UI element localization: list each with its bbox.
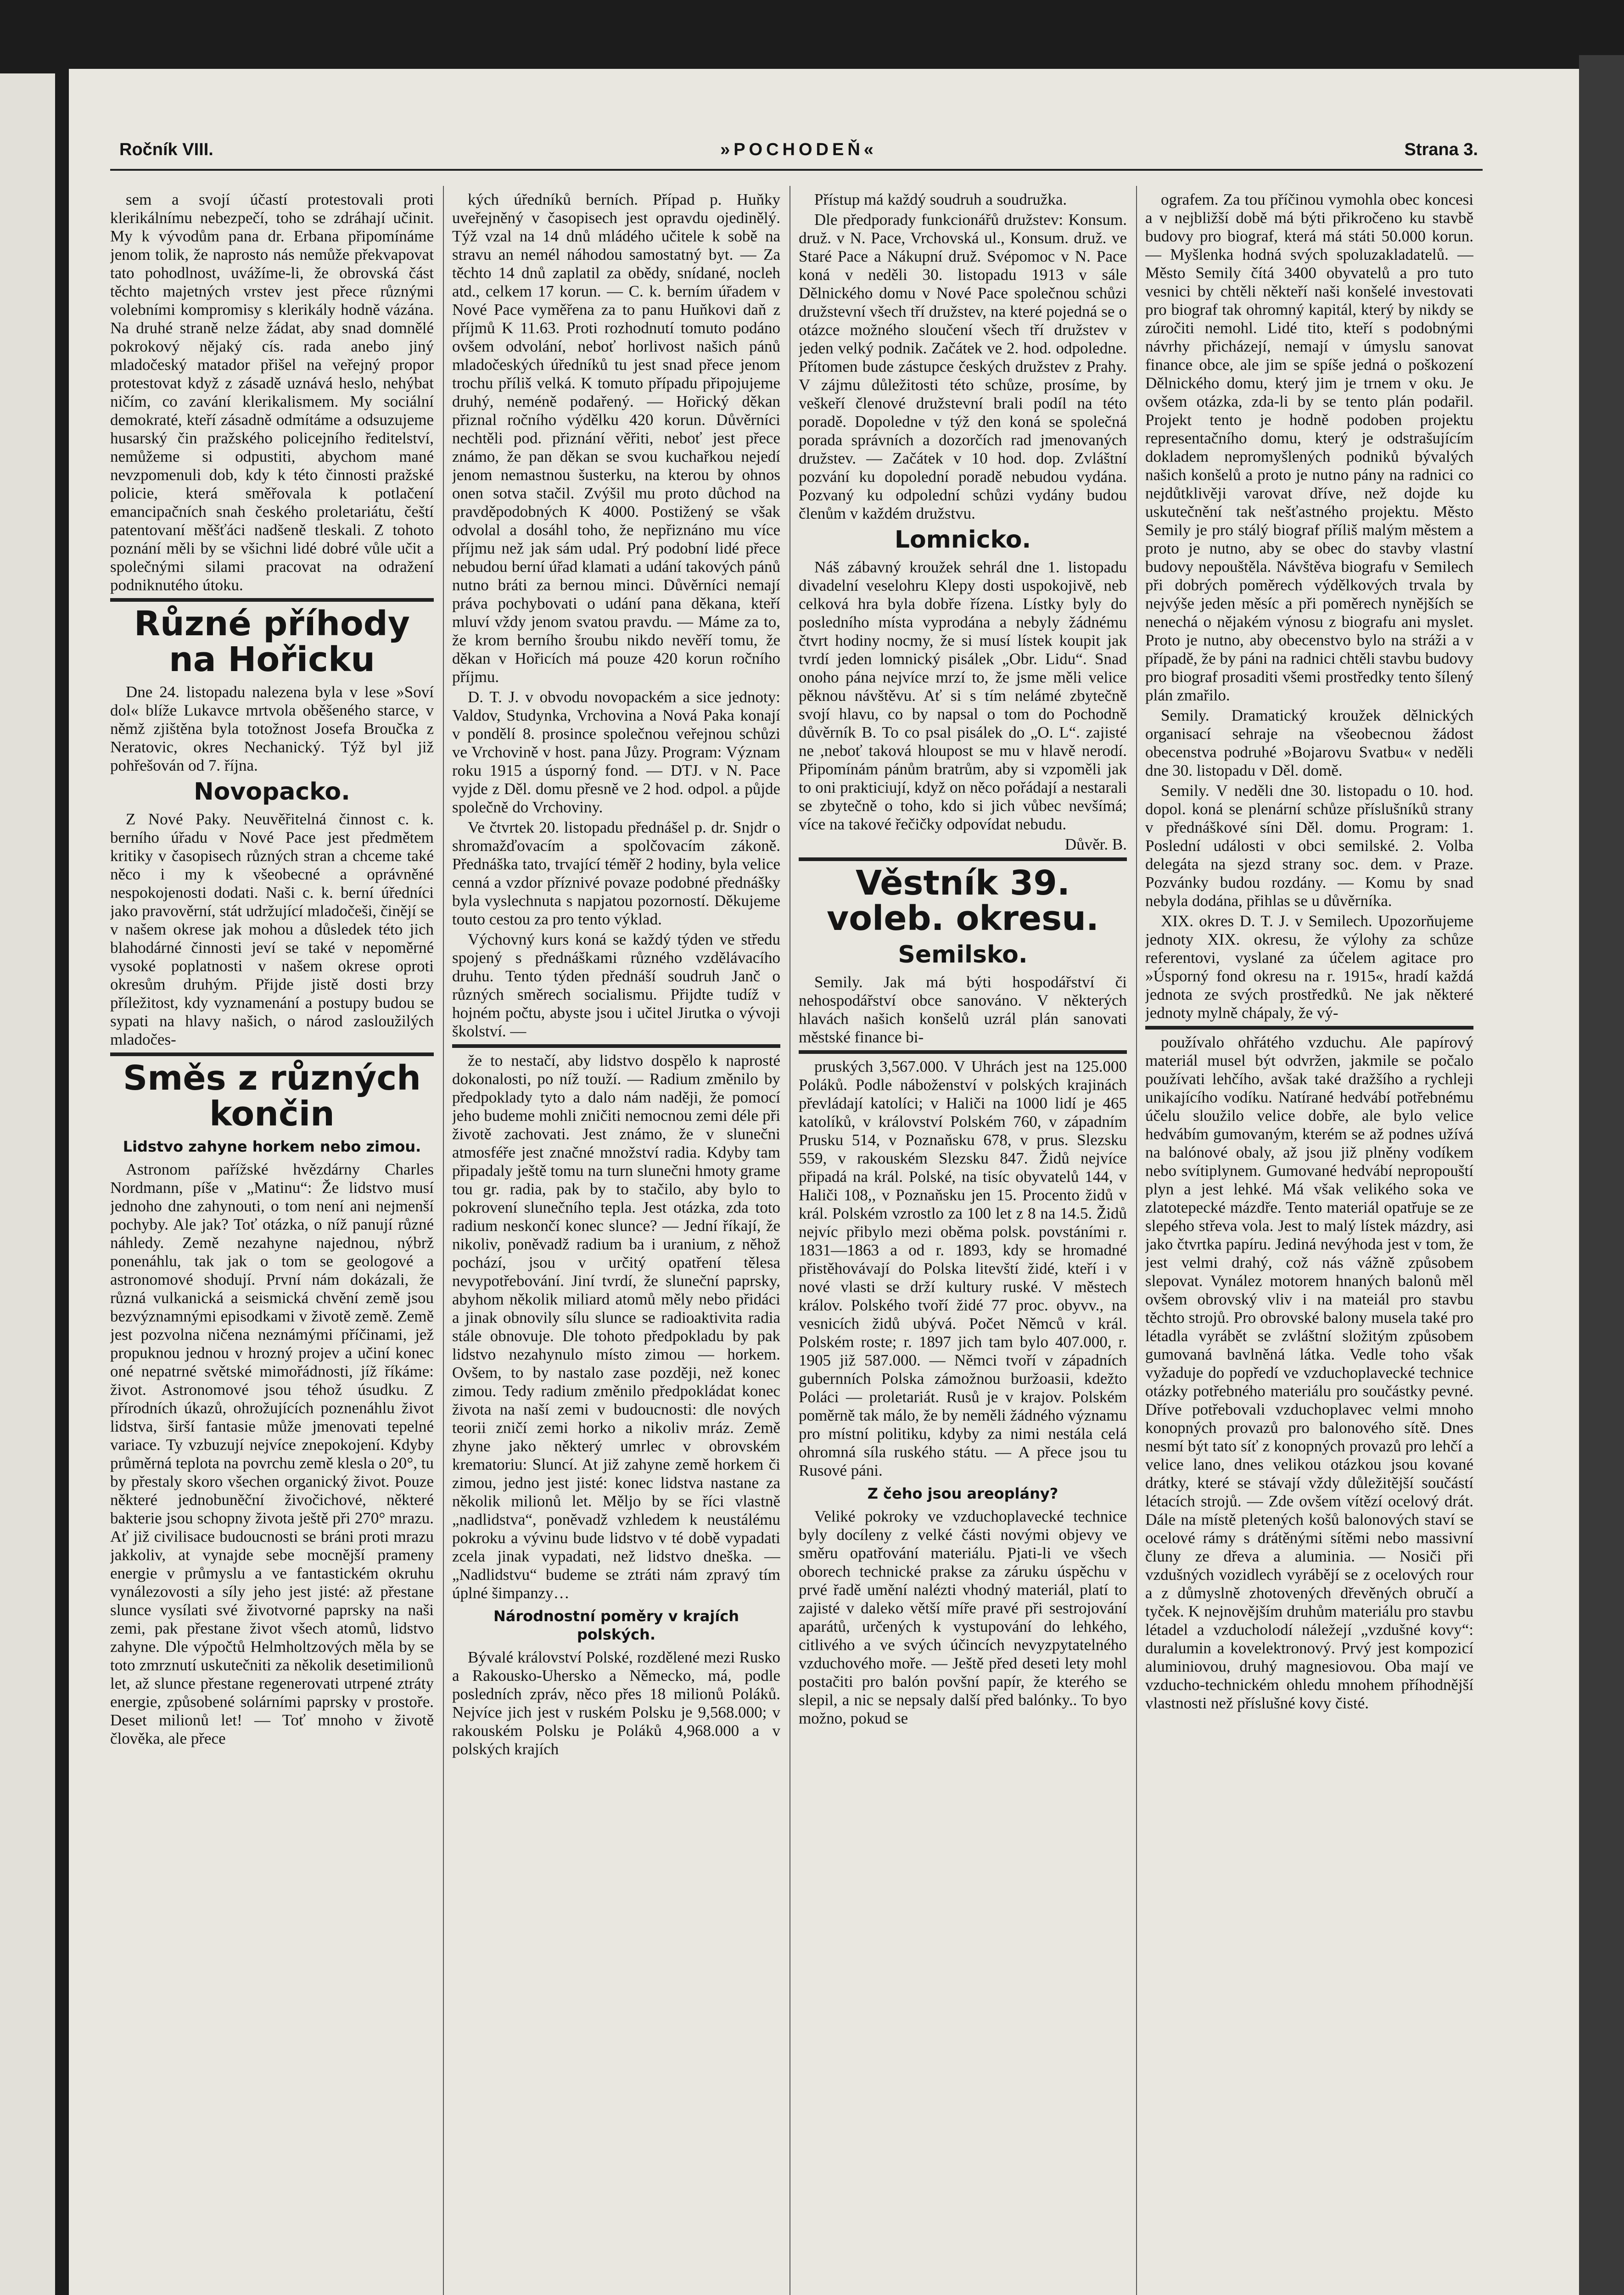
headline-smes: Směs z různých končin bbox=[123, 1058, 421, 1134]
article-text: Astronom pařížské hvězdárny Charles Nordmann, píše v „Matinu“: Že lidstvo musí jednoho dne zahynouti, o tom není ani nejmenší pochyby. Ale jak? Toť otázka, o níž panují různé náhledy. Země nezahyne najednou, nýbrž ponenáhlu, tak jak o tom se geologové a astronomové shodují. První nám dokázali, že různá vulkanická a seismická chvění země jsou bezvýznamnými episodkami v životě země. Země jest pozvolna ničena neznámými příčinami, jež propuknou jednou v hrozný projev a učiní konec oné nepatrné světské mimořádnosti, jíž říkáme: život. Astronomové jsou téhož úsudku. Z přírodních úkazů, ohrožujících poznenáhlu život lidstva, širší fantasie může jmenovati tepelné variace. Ty vzbuzují nejvíce znepokojení. Kdyby průměrná teplota na povrchu země klesla o 20°, tu by přestaly skoro všechen organický život. Pouze některé jednobuněční živočichové, některé bakterie jsou schopny života ještě při 270° mrazu. Ať již civilisace budoucnosti se bráni proti mrazu jakkoliv, at vynajde sebe mocnější prameny energie v průmyslu a ve fantastickém okruhu vynálezovosti a síly jeho jest jisté: až přestane slunce vysílati své životvorné paprsky na naši zemi, pak přestane život všech atomů, lidstvo zahyne. Dle výpočtů Helmholtzových měla by se toto zmrznutí uskutečniti za několik desetimilionů let, až slunce přestane regenerovati utrpené ztráty energie, způsobené solárními paprsky v prostoře. Deset milionů let! — Toť mnoho v životě člověka, ale přece bbox=[110, 1160, 434, 1748]
adjacent-page-edge bbox=[0, 73, 55, 2295]
article-text: Dne 24. listopadu nalezena byla v lese »Soví dol« blíže Lukavce mrtvola oběšeného starce, v němž zjištěna byla totožnost Josefa Broučka z Neratovic, okres Nechanický. Týž byl již pohřešován od 7. října. bbox=[110, 683, 434, 775]
column-3 bbox=[799, 190, 1127, 2295]
column-4 bbox=[1145, 190, 1473, 2295]
subheading-lidstvo: Lidstvo zahyne horkem nebo zimou. bbox=[123, 1138, 421, 1156]
signature: Důvěr. B. bbox=[1064, 835, 1127, 853]
article-text: sem a svojí účastí protestovali proti klerikálnímu nebezpečí, toho se zdráhají učinit. My k vývodům pana dr. Erbana připomínáme jenom tolik, že naprosto nás nemůže překvapovat tato pohodlnost, uvážíme-li, že obrovská část těchto majetných vrstev jest přece různými volebními kompromisy s klerikály hodně vázána. Na druhé straně nelze žádat, aby snad domnělé pokrokový nějaký cís. rada anebo jiný mladočeský matador přišel na veřejný propor protestovat když z zásadě uznává heslo, nehýbat ničím, co zavání klerikalismem. My sociální demokraté, kteří zásadně odmítáme a odsuzujeme husarský čin pražského policejního ředitelství, nemůžeme si odpustiti, abychom mané nevzpomenuli dob, kdy k této činnosti pražské policie, která směřovala k potlačení emancipačních snah českého proletariátu, čeští patentovaní měšťáci nadšeně tleskali. Z tohoto poznání měli by se všichni lidé dobré vůle učit a společnými silami pracovat na odražení podniknutého útoku. bbox=[110, 190, 434, 594]
article-text: Semily. Dramatický kroužek dělnických organisací sehraje na všeobecnou žádost obecenstva podruhé »Bojarovu Svatbu« v neděli dne 30. listopadu v Děl. domě. bbox=[1145, 706, 1473, 779]
section-heading-semilsko: Semilsko. bbox=[898, 940, 1028, 968]
article-text: Dle předporady funkcionářů družstev: Konsum. druž. v N. Pace, Vrchovská ul., Konsum. druž. ve Staré Pace a Nákupní druž. Svépomoc v N. Pace koná v neděli 30. listopadu 1913 v sále Dělnického domu v Nové Pace společnou schůzi družstevní všech tří družstev, na které pojedná se o otázce možného sloučení všech tří družstev v jeden velký podnik. Začátek ve 2. hod. odpoledne. Přítomen bude zástupce českých družstev z Prahy. V zájmu důležitosti této schůze, prosíme, by veškeří členové družstevní brali podíl na této poradě. Dopoledne v týž den koná se společná porada správních a dozorčích rad jmenovaných družstev. — Začátek v 10 hod. dop. Zvláštní pozvání ku dopolední poradě nebudou vydána. Pozvaný ku odpolední schůzi vydány budou členům v každém družstvu. bbox=[799, 211, 1127, 522]
section-rule bbox=[799, 857, 1127, 861]
section-heading-lomnicko: Lomnicko. bbox=[894, 526, 1031, 554]
article-text: Z Nové Paky. Neuvěřitelná činnost c. k. berního úřadu v Nové Pace jest předmětem kritiky v časopisech různých stran a chceme také něco i my k všeobecné a oprávněné nespokojenosti dodati. Naši c. k. berní úředníci jako pravověrní, stát udržující mladočeši, činějí se v našem okrese jak mohou a důsledek této jich blahodárné činnosti jeví se také v nepoměrné vysoké poplatnosti v našem okrese oproti okresům druhým. Přijde jistě dosti brzy příležitost, kdy vyznamenání a postupy budou se sypati na hlavy našich, o národ zasloužilých mladočes- bbox=[110, 810, 434, 1048]
page-number: Strana 3. bbox=[1404, 140, 1478, 159]
article-text: že to nestačí, aby lidstvo dospělo k naprosté dokonalosti, po níž touží. — Radium změnilo by předpoklady tyto a dalo nám naději, že pomocí jeho budeme mohli zničiti nemocnou zemi déle při životě zachovati. Jest známo, že v slunečni atmosféře jest značné množství radia. Kdyby tam připadaly ještě tomu na turn slunečni hmoty grame tou gr. radia, pak by to stačilo, aby bylo to pokrovení slunečního tepla. Jest otázka, zda toto radium neskončí konec slunce? — Jední říkají, že nikoliv, poněvadž radium ba i uranium, z něhož pochází, jsou v určitý opatření tělesa nevypotřebování. Jiní tvrdí, že sluneční paprsky, abyhom několik miliard atomů měly nebo přidáci a jinak obnovily sílu slunce se radioaktivita radia stále obnovuje. Dle tohoto předpokladu by pak lidstvo nezahynulo místo zimou — horkem. Ovšem, to by nastalo zase později, než konec zimou. Tedy radium změnilo předpokládat konec života na naší zemi v budoucnosti: dle nových teorii zničí zemi horko a nikoliv mráz. Země zhyne jako některý umrlec v obrovském krematoriu: Sluncí. At již zahyne země horkem či zimou, jedno jest jisté: konec lidstva nastane za několik milionů let. Měljo by se říci vlastně „nadlidstva“, poněvadž vzhledem k neustálému pokroku a vývinu bude lidstvo v té době vypadati zcela jinak vypadati, než lidstvo dneška. — „Nadlidstvu“ budeme se ztráti nám zpravý tím úplné šimpanzy… bbox=[452, 1052, 780, 1602]
article-text: D. T. J. v obvodu novopackém a sice jednoty: Valdov, Studynka, Vrchovina a Nová Paka konají v pondělí 8. prosince společnou veřejnou schůzi ve Vrchovině v host. pana Jůzy. Program: Význam roku 1915 a úsporný fond. — DTJ. v N. Pace vyjde z Děl. domu přesně ve 2 hod. odpol. a půjde společně do Vrchoviny. bbox=[452, 688, 780, 816]
article-text: ografem. Za tou příčinou vymohla obec koncesi a v nejbližší době má býti přikročeno ku stavbě budovy pro biograf, která má státi 50.000 korun. — Myšlenka hodná svých spoluzakladatelů. — Město Semily čítá 3400 obyvatelů a pro tuto vesnici by chtěli někteří naši konšelé investovati pro biograf tak ohromný kapitál, který by nikdy se zúročiti nemohl. Lidé tito, kteří s podobnými návrhy přicházejí, nemají v úmyslu sanovat finance obce, ale jim se spíše jedná o poškození Dělnického domu, který jim je trnem v oku. Je ovšem otázka, zda-li by se tento plán podařil. Projekt tento je hodně podoben projektu representačního domu, který je odstrašujícím dokladem nepromyšlených podniků bývalých našich konšelů a proto je nutno pány na radnici co nejdůtklivěji varovat dříve, než dojde ku uskutečnění tak nešťastného projektu. Město Semily je pro stálý biograf příliš malým městem a proto je nutno, aby se obec do stavby vlastní budovy nepouštěla. Návštěva biografu v Semilech při dobrých poměrech výdělkových trvala by nejvýše jeden měsíc a při poměrech nynějších se nenechá o nějakém výnosu z biografu ani myslet. Proto je nutno, aby obecenstvo bylo na stráži a v případě, že by páni na radnici chtěli stavbu budovy pro biograf prosaditi všemi prostředky tento šílený plán zmařilo. bbox=[1145, 190, 1473, 704]
subheading-areoplany: Z čeho jsou areoplány? bbox=[867, 1484, 1058, 1502]
section-rule bbox=[110, 598, 434, 602]
section-rule bbox=[452, 1044, 780, 1048]
masthead-title: »POCHODEŇ« bbox=[720, 140, 877, 159]
article-text: Semily. V neděli dne 30. listopadu o 10. hod. dopol. koná se plenární schůze příslušníků strany v přednáškové síni Děl. domu. Program: 1. Poslední události v obci semilské. 2. Volba delegáta na sjezd strany soc. dem. v Praze. Pozvánky budou rozdány. — Komu by snad nebyla dodána, přihlas se u důvěrníka. bbox=[1145, 782, 1473, 910]
article-text: Přístup má každý soudruh a soudružka. bbox=[814, 190, 1067, 208]
scanner-border bbox=[1579, 55, 1624, 2295]
column-divider bbox=[443, 186, 444, 2295]
article-text: Semily. Jak má býti hospodářství či nehospodářství obce sanováno. V některých hlavách našich konšelů uzrál plán sanovati městské finance bi- bbox=[799, 973, 1127, 1046]
column-2 bbox=[452, 190, 780, 2295]
article-text: kých úředníků berních. Případ p. Huňky uveřejněný v časopisech jest opravdu ojedinělý. Týž vzal na 14 dnů mládého učitele k sobě na stravu an nemél náhodou samostatný byt. — Za těchto 14 dnů zaplatil za obědy, snídané, nocleh atd., celkem 17 korun. — C. k. berním úřadem v Nové Pace vyměřena za to panu Huňkovi daň z příjmů K 11.63. Proti rozhodnutí tomuto podáno ovšem odvolání, neboť horlivost našich pánů mladočeských úředníků tu jest snad přece jenom trochu příliš velká. K tomuto případu připojujeme druhý, neméně podařený. — Hořický děkan přiznal ročního výdělku 420 korun. Důvěrníci nechtěli pod. přiznání věřiti, neboť jest přece známo, že pan děkan se svou kuchařkou nejedí jenom nemastnou šusterku, na kterou by ohnos onen sotva stačil. Zvýšil mu proto důchod na pravděpodobných K 4000. Postižený se však odvolal a dosáhl toho, že nepřiznáno mu více příjmu než jak sám udal. Prý podobní lidé přece nebudou berní úřad klamati a udání takových pánů nutno bráti za bernou minci. Důvěrníci nemají práva pochybovati o udání pana děkana, kteří mluví vždy jenom svatou pravdu. — Máme za to, že krom berního šroubu nikdo nevěří tomu, že děkan v Hořicích má pouze 420 korun ročního příjmu. bbox=[452, 190, 780, 686]
volume-label: Ročník VIII. bbox=[119, 140, 213, 159]
article-text: používalo ohřátého vzduchu. Ale papírový materiál musel být odvržen, jakmile se počalo používati lehčího, avšak také dražšího a rychleji unikajícího vodíku. Natírané hedvábí potřebnému účelu sloužilo velice dobře, ale bylo velice hedvábím gumovaným, kterém se až podnes užívá na balónové obaly, až jsou již plněny vodíkem nebo svítiplynem. Gumované hedvábí nepropouští plyn a jest lehké. Má však velikého soka ve zlatotepecké mázdře. Tento materiál opatřuje se ze slepého střeva vola. Jest to malý lístek mázdry, asi jako čtvrtka papíru. Jediná nevýhoda jest v tom, že jest velmi drahý, což nás vážně způsobem slepovat. Vynález motorem hnaných balonů měl ovšem obrovský vliv i na mateiál pro stavbu těchto strojů. Pro obrovské balony musela také pro létadla vyrábět se zvláštní složitým způsobem gumovaná bavlněná látka. Vedle toho však vyžaduje do popředí ve vzduchoplavecké technice otázky potřebného materiálu pro součástky pevné. Dříve potřebovali vzduchoplavec velmi mnoho konopných provazů pro balonového sítě. Dnes nesmí být tato síť z konopných provazů pro lehčí a velice lano, dnes velikou otázkou jsou kované drátky, které se stávají vždy důležitější součástí létacích strojů. — Zde ovšem vítězí ocelový drát. Dále na místě pletených košů balonových staví se ocelové rámy s drátěnými sítěmi nebo massivní čluny ze dřeva a aluminia. — Nosiči při vzdušných vozidlech vyrábějí se z ocelových rour a z důmyslně zhotovených dřevěných obručí a tyček. K nejnovějším druhům materiálu pro stavbu létadel a vzducholodí náležejí „vzdušné kovy“: duralumin a kovelektronový. Prvý jest kompozicí aluminiovou, druhý magnesiovou. Oba mají ve vzducho-technickém ohledu mnohem příhodnější vlastnosti než příslušné kovy čisté. bbox=[1145, 1033, 1473, 1712]
section-rule bbox=[1145, 1026, 1473, 1030]
headline-ruzne-prihody: Různé příhody na Hořicku bbox=[134, 604, 410, 679]
article-text: Bývalé království Polské, rozdělené mezi Rusko a Rakousko-Uhersko a Německo, má, podle posledních zpráv, něco přes 18 milionů Poláků. Nejvíce jich jest v ruském Polsku je 9,568.000; v rakouském Polsku je Poláků 4,968.000 a v polských krajích bbox=[452, 1648, 780, 1758]
section-heading-novopacko: Novopacko. bbox=[194, 778, 350, 806]
section-rule bbox=[110, 1052, 434, 1056]
article-text: Ve čtvrtek 20. listopadu přednášel p. dr. Snjdr o shromažďovacím a spolčovacím zákoně. Přednáška tato, trvající téměř 2 hodiny, byla velice cenná a vzdor příznivé povaze podobné přednášky byla vyslechnuta s napjatou pozorností. Děkujeme touto cestou za pro tento výklad. bbox=[452, 818, 780, 928]
article-text: pruských 3,567.000. V Uhrách jest na 125.000 Poláků. Podle náboženství v polských krajinách převládají katolíci; v Haliči na 1000 lidí je 465 katolíků, v království Polském 760, v západním Prusku 514, v Poznaňsku 678, v prus. Slezsku 559, v rakouském Slezsku 847. Židů nejvíce připadá na král. Polské, na tisíc obyvatelů 144, v Haliči 108,, v Poznaňsku jen 15. Procento židů v král. Polském vzrostlo za 100 let z 8 na 14.5. Židů nejvíc přibylo mezi oběma polsk. povstáními r. 1831—1863 a od r. 1893, kdy se hromadné přistěhovávají do Polska litevští židé, kteří i v nové vlasti se drží kultury ruské. V městech králov. Polského tvoří židé 77 proc. obyvv., na vesnicích židů ubývá. Počet Němců v král. Polském roste; r. 1897 jich tam bylo 407.000, r. 1905 již 587.000. — Němci tvoří v západních gubernních Polska zámožnou buržoasii, kdežto Poláci — proletariát. Rusů je v krajov. Polském poměrně tak málo, že by neměli žádného významu pro místní politiku, kdyby za nimi nestála celá ohromná síla ruského státu. — A přece jsou tu Rusové páni. bbox=[799, 1057, 1127, 1479]
column-1 bbox=[110, 190, 434, 2295]
header-rule bbox=[110, 169, 1483, 171]
section-rule bbox=[799, 1050, 1127, 1054]
column-divider bbox=[1136, 186, 1137, 2295]
page-header bbox=[119, 140, 1478, 168]
article-text: XIX. okres D. T. J. v Semilech. Upozorňujeme jednoty XIX. okresu, že výlohy za schůze referentovi, vyslané za účelem agitace pro »Úsporný fond okresu na r. 1915«, hradí každá jednota ze svých prostředků. Ne jak některé jednoty mylně chápaly, že vý- bbox=[1145, 912, 1473, 1022]
subheading-narodnostni: Národnostní poměry v krajích polských. bbox=[493, 1607, 739, 1643]
article-text: Náš zábavný kroužek sehrál dne 1. listopadu divadelní veselohru Klepy dosti uspokojivě, neb celková hra byla dobře řízena. Lístky byly do posledního místa vyprodána a nebyly žádnému čtvrt hodiny nocmy, že si musí lístek koupit jak tvrdí jeden lomnický pisálek „Obr. Lidu“. Snad onoho pána nejvíce mrzí to, že jsme měli velice pěknou návštěvu. Ať si s tím nelámé zbytečně svojí hlavu, co by napsal o tom do Pochodně důvěrník B. To co psal pisálek do „O. L“. zajisté ne ,neboť taková hloupost se mu v hlavě nerodí. Připomínám pánům bratrům, aby si vzpoměli jak to oni prakticiují, když on něco pořádají a nestarali se zbytečně o toho, kdo si jich vůbec nevšímá; více na takové řečičky odpovídat nebudu. bbox=[799, 558, 1127, 833]
article-text: Výchovný kurs koná se každý týden ve středu spojený s přednáškami různého vzdělávacího druhu. Tento týden přednáší soudruh Janč o různých směrech socialismu. Přijdte tudíž v hojném počtu, abyste jsou i učitel Jirutka o vývoji školství. — bbox=[452, 930, 780, 1040]
headline-vestnik: Věstník 39. voleb. okresu. bbox=[826, 863, 1099, 939]
article-text: Veliké pokroky ve vzduchoplavecké technice byly docíleny z velké části novými objevy ve směru opatřování materiálu. Pjati-li ve všech oborech technické prakse za záruku úspěchu v prvé řadě umění nalézti vhodný materiál, platí to zajisté v daleko větší míře pravé při sestrojování aparátů, určených k vystupování do lehkého, citlivého a ve svých účincích nevyzpytatelného vzduchového moře. — Ještě před deseti lety mohl postačiti pro balón povšní papír, že kterého se slepil, a nic se nepsaly další před balónky.. To byo možno, pokud se bbox=[799, 1507, 1127, 1727]
